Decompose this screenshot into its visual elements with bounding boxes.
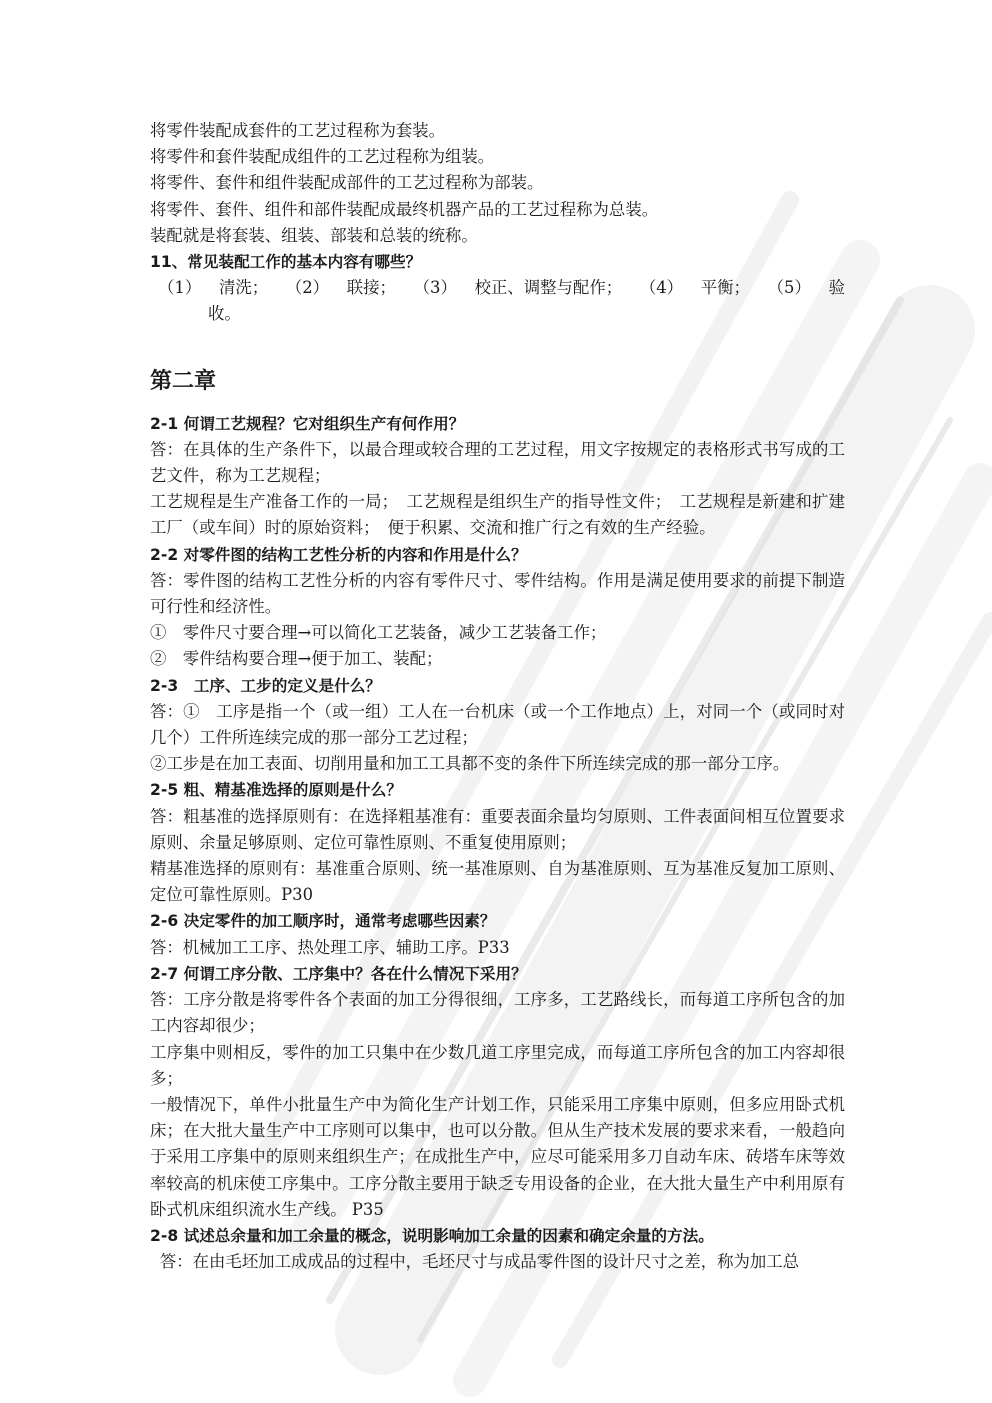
list-item: （1） [158,278,202,298]
list-item: 验 [828,278,845,298]
answer-paragraph: 答：工序分散是将零件各个表面的加工分得很细，工序多，工艺路线长，而每道工序所包含的加工内容却很少； [150,990,845,1036]
question-heading: 11、常见装配工作的基本内容有哪些？ [150,253,422,272]
answer-paragraph: 答：① 工序是指一个（或一组）工人在一台机床（或一个工作地点）上，对同一个（或同时对几个）工件所连续完成的那一部分工艺过程； [150,701,845,748]
answer-paragraph: ① 零件尺寸要合理→可以简化工艺装备，减少工艺装备工作； [150,623,607,643]
document-body [150,118,845,1275]
text-line: 将零件装配成套件的工艺过程称为套装。 [150,121,446,140]
question-heading: 2-3 工序、工步的定义是什么？ [150,676,381,695]
assembly-items-list [158,275,845,301]
answer-paragraph: 工艺规程是生产准备工作的一局； 工艺规程是组织生产的指导性文件； 工艺规程是新建和扩建工厂（或车间）时的原始资料； 便于积累、交流和推广行之有效的生产经验。 [150,492,845,538]
list-item: （5） [767,278,811,298]
answer-paragraph: 工序集中则相反，零件的加工只集中在少数几道工序里完成，而每道工序所包含的加工内容却很多； [150,1042,845,1088]
answer-paragraph: 答：粗基准的选择原则有：在选择粗基准有：重要表面余量均匀原则、工件表面间相互位置要求原则、余量足够原则、定位可靠性原则、不重复使用原则； [150,806,845,852]
text-line: 将零件、套件、组件和部件装配成最终机器产品的工艺过程称为总装。 [150,199,659,219]
answer-paragraph: ②工步是在加工表面、切削用量和加工工具都不变的条件下所连续完成的那一部分工序。 [150,754,790,774]
answer-paragraph: 答：在具体的生产条件下，以最合理或较合理的工艺过程，用文字按规定的表格形式书写成的工艺文件，称为工艺规程； [150,439,845,486]
list-item: 清洗； [218,278,269,298]
answer-paragraph: 精基准选择的原则有：基准重合原则、统一基准原则、自为基准原则、互为基准反复加工原则、定位可靠性原则。P30 [150,859,845,905]
question-heading: 2-5 粗、精基准选择的原则是什么？ [150,781,402,800]
answer-paragraph: 一般情况下，单件小批量生产中为简化生产计划工作，只能采用工序集中原则，但多应用卧式机床；在大批大量生产中工序则可以集中，也可以分散。但从生产技术发展的要求来看，一般趋向于采用工序集中的原则来组织生产；在成批生产中，应尽可能采用多刀自动车床、砖塔车床等效率较高的机床使工序集中。工序分散主要用于缺乏专用设备的企业，在大批大量生产中利用原有卧式机床组织流水生产线。 P35 [150,1094,845,1219]
list-item: （4） [639,278,684,298]
chapter-title: 第二章 [150,368,217,394]
answer-paragraph: ② 零件结构要合理→便于加工、装配； [150,649,443,669]
list-item: 联接； [346,278,396,298]
list-item: 校正、调整与配作； [474,278,623,298]
list-item: （2） [285,278,330,298]
question-heading: 2-7 何谓工序分散、工序集中？各在什么情况下采用？ [150,964,527,983]
answer-paragraph: 答：机械加工工序、热处理工序、辅助工序。P33 [150,937,510,957]
list-item: 平衡； [700,278,750,298]
question-heading: 2-6 决定零件的加工顺序时，通常考虑哪些因素？ [150,912,496,931]
list-item: （3） [413,278,457,298]
answer-paragraph: 答：在由毛坯加工成成品的过程中，毛坯尺寸与成品零件图的设计尺寸之差，称为加工总 [159,1252,800,1272]
text-line: 将零件、套件和组件装配成部件的工艺过程称为部装。 [150,173,544,193]
question-heading: 2-1 何谓工艺规程？它对组织生产有何作用？ [150,414,465,433]
question-heading: 2-2 对零件图的结构工艺性分析的内容和作用是什么？ [150,545,527,564]
text-line: 装配就是将套装、组装、部装和总装的统称。 [150,225,478,245]
question-heading: 2-8 试述总余量和加工余量的概念，说明影响加工余量的因素和确定余量的方法。 [150,1226,714,1245]
answer-paragraph: 答：零件图的结构工艺性分析的内容有零件尺寸、零件结构。作用是满足使用要求的前提下制造可行性和经济性。 [150,570,845,617]
text-line: 将零件和套件装配成组件的工艺过程称为组装。 [150,147,495,167]
list-item-continuation: 收。 [208,304,241,324]
